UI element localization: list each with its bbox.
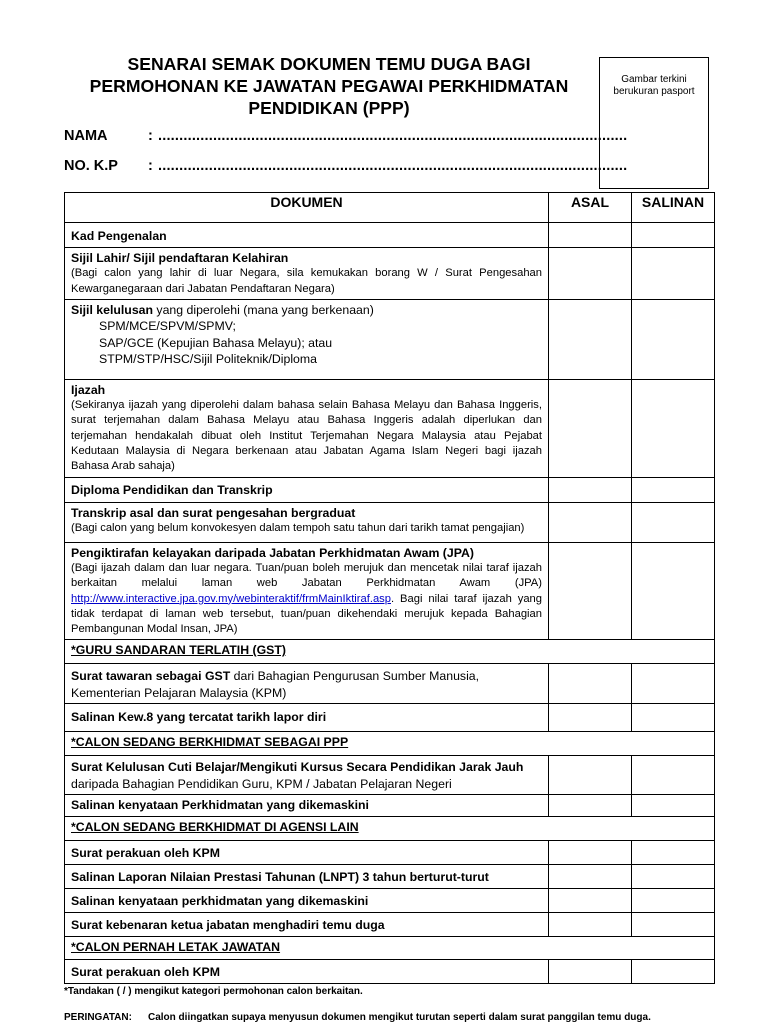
table-row [65, 795, 715, 817]
sijil-kelulusan-label: Sijil kelulusan [71, 302, 154, 317]
salinan-checkbox[interactable] [632, 223, 715, 248]
table-row [65, 248, 715, 300]
doc-cell [65, 502, 549, 542]
title-line-1: SENARAI SEMAK DOKUMEN TEMU DUGA BAGI [127, 54, 531, 74]
section-header-row [65, 937, 715, 960]
sijil-kelulusan-line [71, 302, 542, 318]
salinan-checkbox[interactable] [632, 756, 715, 795]
table-row [65, 841, 715, 865]
cuti-belajar-label: Surat Kelulusan Cuti Belajar/Mengikuti Kursus Secara Pendidikan Jarak Jauh [71, 760, 524, 775]
table-row [65, 913, 715, 937]
perakuan-kpm-label: Surat perakuan oleh KPM [71, 846, 220, 861]
asal-checkbox[interactable] [549, 795, 632, 817]
salinan-checkbox[interactable] [632, 477, 715, 502]
photo-caption-1: Gambar terkini [621, 74, 687, 85]
asal-checkbox[interactable] [549, 542, 632, 639]
salinan-checkbox[interactable] [632, 704, 715, 732]
section-ppp-label: *CALON SEDANG BERKHIDMAT SEBAGAI PPP [71, 735, 349, 750]
kew8-label: Salinan Kew.8 yang tercatat tarikh lapor diri [71, 710, 327, 725]
jpa-note-a: (Bagi ijazah dalam dan luar negara. Tuan/puan boleh merujuk dan mencetak nilai taraf ijazah berkaitan melalui laman web Jabatan Perkhidmatan Awam (JPA) [71, 562, 542, 590]
salinan-checkbox[interactable] [632, 913, 715, 937]
salinan-checkbox[interactable] [632, 502, 715, 542]
table-row [65, 664, 715, 704]
salinan-checkbox[interactable] [632, 960, 715, 984]
table-row [65, 865, 715, 889]
asal-checkbox[interactable] [549, 756, 632, 795]
jpa-note [71, 561, 542, 637]
doc-cell [65, 379, 549, 477]
section-letak-title [65, 937, 715, 960]
asal-checkbox[interactable] [549, 865, 632, 889]
asal-checkbox[interactable] [549, 664, 632, 704]
transkrip-label: Transkrip asal dan surat pengesahan bergraduat [71, 505, 356, 520]
sijil-lahir-note: (Bagi calon yang lahir di luar Negara, sila kemukakan borang W / Surat Pengesahan Kewarganegaraan dari Jabatan Pendaftaran Negara) [71, 267, 542, 295]
ijazah-note: (Sekiranya ijazah yang diperolehi dalam bahasa selain Bahasa Melayu dan Bahasa Inggeris, surat terjemahan dalam Bahasa Melayu atau Bahasa Inggeris adalah diperlukan dan terjemahan hendakalah dibuat oleh Institut Terjemahan Negara Malaysia atau Pejabat Kedutaan Malaysia di Negara berkenaan atau Jabatan Agama Islam Negeri bagi ijazah Bahasa Arab sahaja) [71, 399, 542, 473]
title-line-2: PERMOHONAN KE JAWATAN PEGAWAI PERKHIDMATAN [89, 76, 569, 96]
asal-checkbox[interactable] [549, 477, 632, 502]
photo-caption-2: berukuran pasport [613, 86, 695, 97]
asal-checkbox[interactable] [549, 841, 632, 865]
table-row [65, 960, 715, 984]
warning-text: Calon diingatkan supaya menyusun dokumen mengikut turutan seperti dalam surat panggilan temu duga. [148, 1012, 651, 1023]
transkrip-note: (Bagi calon yang belum konvokesyen dalam tempoh satu tahun dari tarikh tamat pengajian) [71, 522, 525, 535]
doc-cell [65, 795, 549, 817]
sijil-kelulusan-tail: yang diperolehi (mana yang berkenaan) [153, 302, 374, 317]
doc-cell [65, 756, 549, 795]
table-row [65, 502, 715, 542]
nama-dotted-line[interactable]: ............................................................................................................... [158, 128, 628, 144]
document-checklist-table [64, 192, 715, 984]
asal-checkbox[interactable] [549, 299, 632, 379]
doc-cell [65, 664, 549, 704]
sijil-item-2: SAP/GCE (Kepujian Bahasa Melayu); atau [99, 335, 333, 350]
doc-cell [65, 542, 549, 639]
title-line-3: PENDIDIKAN (PPP) [248, 98, 410, 118]
asal-checkbox[interactable] [549, 960, 632, 984]
table-header-row [65, 193, 715, 223]
doc-cell [65, 960, 549, 984]
asal-checkbox[interactable] [549, 502, 632, 542]
gst-tawaran-label: Surat tawaran sebagai GST [71, 669, 231, 684]
section-ppp-title [65, 732, 715, 756]
salinan-checkbox[interactable] [632, 542, 715, 639]
gst-tawaran-tail: dari Bahagian Pengurusan Sumber Manusia, Kementerian Pelajaran Malaysia (KPM) [71, 669, 480, 700]
salinan-checkbox[interactable] [632, 889, 715, 913]
doc-cell [65, 913, 549, 937]
asal-checkbox[interactable] [549, 889, 632, 913]
sijil-item-3: STPM/STP/HSC/Sijil Politeknik/Diploma [99, 352, 317, 367]
doc-cell [65, 704, 549, 732]
nama-colon: : [148, 128, 153, 144]
salinan-checkbox[interactable] [632, 865, 715, 889]
section-header-row [65, 732, 715, 756]
salinan-checkbox[interactable] [632, 841, 715, 865]
jpa-label: Pengiktirafan kelayakan daripada Jabatan Perkhidmatan Awam (JPA) [71, 545, 474, 560]
doc-cell [65, 248, 549, 300]
salinan-checkbox[interactable] [632, 379, 715, 477]
sijil-lahir-label: Sijil Lahir/ Sijil pendaftaran Kelahiran [71, 251, 289, 265]
col-dokumen: DOKUMEN [65, 193, 549, 223]
section-agensi-label: *CALON SEDANG BERKHIDMAT DI AGENSI LAIN [71, 820, 359, 835]
section-gst-label: *GURU SANDARAN TERLATIH (GST) [71, 643, 286, 658]
table-row [65, 299, 715, 379]
doc-cell [65, 477, 549, 502]
page-title [64, 53, 594, 119]
asal-checkbox[interactable] [549, 379, 632, 477]
salinan-checkbox[interactable] [632, 664, 715, 704]
asal-checkbox[interactable] [549, 248, 632, 300]
section-agensi-title [65, 817, 715, 841]
doc-cell [65, 223, 549, 248]
table-row [65, 477, 715, 502]
warning-note [64, 1012, 651, 1023]
table-row [65, 379, 715, 477]
doc-cell [65, 889, 549, 913]
salinan-checkbox[interactable] [632, 248, 715, 300]
section-letak-label: *CALON PERNAH LETAK JAWATAN [71, 940, 281, 955]
table-row [65, 756, 715, 795]
asal-checkbox[interactable] [549, 913, 632, 937]
nokp-label: NO. K.P [64, 158, 118, 174]
salinan-checkbox[interactable] [632, 795, 715, 817]
nama-label: NAMA [64, 128, 108, 144]
jpa-note-b: . Bagi nilai taraf ijazah yang tidak terdapat di laman web tersebut, tuan/puan dikehendaki merujuk kepada Bahagian Pembangunan Modal Insan, JPA) [71, 592, 542, 636]
footnote: *Tandakan ( / ) mengikut kategori permohonan calon berkaitan. [64, 986, 363, 997]
salinan-checkbox[interactable] [632, 299, 715, 379]
col-salinan: SALINAN [632, 193, 715, 223]
doc-cell [65, 865, 549, 889]
doc-cell [65, 299, 549, 379]
doc-cell [65, 841, 549, 865]
table-row [65, 704, 715, 732]
asal-checkbox[interactable] [549, 704, 632, 732]
asal-checkbox[interactable] [549, 223, 632, 248]
diploma-label: Diploma Pendidikan dan Transkrip [71, 482, 273, 497]
jpa-link[interactable]: http://www.interactive.jpa.gov.my/webinteraktif/frmMainIktiraf.asp [71, 592, 391, 605]
ijazah-label: Ijazah [71, 382, 106, 397]
kenyataan-ppp-label: Salinan kenyataan Perkhidmatan yang dikemaskini [71, 798, 369, 813]
nokp-dotted-line[interactable]: ............................................................................................................... [158, 158, 628, 174]
sijil-item-1: SPM/MCE/SPVM/SPMV; [99, 319, 236, 334]
section-header-row [65, 817, 715, 841]
section-header-row [65, 640, 715, 664]
section-gst-title [65, 640, 715, 664]
warning-label: PERINGATAN: [64, 1012, 132, 1023]
kad-pengenalan-label: Kad Pengenalan [71, 229, 167, 243]
kebenaran-ketua-label: Surat kebenaran ketua jabatan menghadiri temu duga [71, 918, 385, 933]
nokp-colon: : [148, 158, 153, 174]
table-row [65, 542, 715, 639]
kenyataan-agensi-label: Salinan kenyataan perkhidmatan yang dikemaskini [71, 894, 369, 909]
lnpt-label: Salinan Laporan Nilaian Prestasi Tahunan (LNPT) 3 tahun berturut-turut [71, 870, 489, 885]
perakuan-kpm-2-label: Surat perakuan oleh KPM [71, 965, 220, 980]
col-asal: ASAL [549, 193, 632, 223]
cuti-belajar-tail: daripada Bahagian Pendidikan Guru, KPM / Jabatan Pelajaran Negeri [71, 776, 452, 791]
table-row [65, 223, 715, 248]
table-row [65, 889, 715, 913]
